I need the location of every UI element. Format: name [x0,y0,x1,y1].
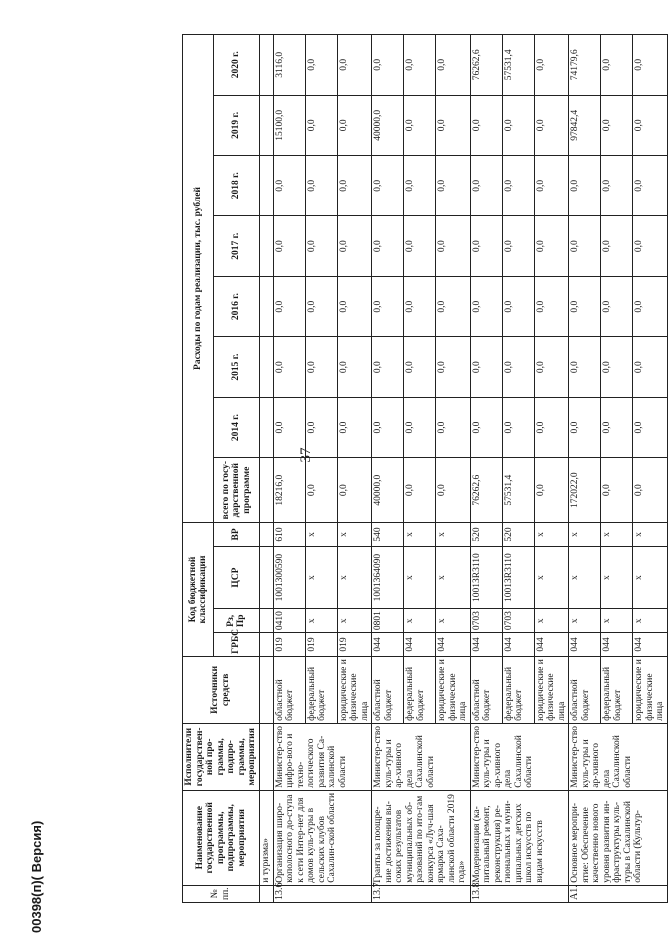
header-year-2018: 2018 г. [214,156,259,216]
funding-source: юридические и физические лица [633,656,668,723]
code-grbs: 044 [569,633,601,657]
funding-source: федеральный бюджет [404,656,436,723]
year-value: 0,0 [372,397,404,457]
header-grbs: ГРБС [214,633,259,657]
year-value: 0,0 [337,156,372,216]
year-value: 57531,4 [502,35,534,96]
header-year-2019: 2019 г. [214,95,259,155]
code-rzpr: х [436,609,471,633]
year-value: 0,0 [470,276,502,336]
year-value: 0,0 [633,337,668,397]
code-csr: х [404,546,436,609]
year-value: 0,0 [534,35,569,96]
measure-name: Основное меропри-ятие: Обеспечение качественно нового уровня развития ин-фраструктуры куль-туры в Сахалинской области (Культур- [569,790,668,885]
code-rzpr: 0703 [502,609,534,633]
measure-executor: Министер-ство куль-туры и ар-хивного дела Сахалинской области [372,723,471,790]
header-expenses: Расходы по годам реализации, тыс. рублей [183,35,214,523]
code-csr: 1001ЗR3110 [470,546,502,609]
year-value: 0,0 [534,156,569,216]
year-value: 0,0 [502,397,534,457]
funding-source: федеральный бюджет [601,656,633,723]
measure-executor: Министер-ство цифро-вого и техно-логического развития Са-халинской области [273,723,372,790]
funding-source: областной бюджет [273,656,305,723]
year-value: 0,0 [633,216,668,276]
year-value: 0,0 [534,216,569,276]
year-value: 0,0 [470,156,502,216]
budget-table [182,34,668,903]
code-vr: х [305,523,337,547]
header-year-2015: 2015 г. [214,337,259,397]
year-value: 0,0 [601,397,633,457]
year-value: 0,0 [633,35,668,96]
total-value: 0,0 [436,458,471,523]
year-value: 0,0 [569,276,601,336]
header-name: Наименование государственной программы, подпрограммы, мероприятия [183,790,260,885]
year-value: 0,0 [569,156,601,216]
code-grbs: 044 [436,633,471,657]
year-value: 0,0 [305,276,337,336]
funding-source: областной бюджет [470,656,502,723]
year-value: 0,0 [569,337,601,397]
table-row [372,35,404,903]
year-value: 15100,0 [273,95,305,155]
total-value: 0,0 [305,458,337,523]
header-csr: ЦСР [214,546,259,609]
code-rzpr: 0801 [372,609,404,633]
year-value: 0,0 [337,95,372,155]
code-rzpr: х [534,609,569,633]
year-value: 0,0 [502,156,534,216]
code-vr: 540 [372,523,404,547]
year-value: 0,0 [470,337,502,397]
code-grbs: 019 [337,633,372,657]
code-vr: х [337,523,372,547]
code-vr: х [534,523,569,547]
table-row [569,35,601,903]
total-value: 172022,0 [569,458,601,523]
table-row [470,35,502,903]
year-value: 0,0 [601,156,633,216]
row-number: 13.6 [273,885,372,902]
continuation-row [259,35,273,903]
year-value: 0,0 [404,216,436,276]
measure-executor: Министер-ство куль-туры и ар-хивного дела Сахалинской области [569,723,668,790]
code-grbs: 044 [601,633,633,657]
year-value: 0,0 [436,397,471,457]
code-vr: х [569,523,601,547]
year-value: 0,0 [601,216,633,276]
year-value: 0,0 [372,216,404,276]
year-value: 0,0 [404,156,436,216]
code-grbs: 044 [372,633,404,657]
measure-name: Организация широ-кополосного до-ступа к сети Интер-нет для домов куль-туры в сельских клубов Сахалин-ской области [273,790,372,885]
year-value: 0,0 [404,397,436,457]
year-value: 40000,0 [372,95,404,155]
year-value: 76262,6 [470,35,502,96]
year-value: 0,0 [569,397,601,457]
header-year-2014: 2014 г. [214,397,259,457]
code-grbs: 019 [305,633,337,657]
measure-executor: Министер-ство куль-туры и ар-хивного дела Сахалинской области [470,723,569,790]
funding-source: федеральный бюджет [305,656,337,723]
year-value: 0,0 [337,397,372,457]
year-value: 0,0 [305,397,337,457]
year-value: 0,0 [372,156,404,216]
year-value: 0,0 [273,397,305,457]
code-csr: х [569,546,601,609]
year-value: 0,0 [337,337,372,397]
code-grbs: 019 [273,633,305,657]
year-value: 0,0 [470,216,502,276]
measure-name: Модернизация (ка-питальный ремонт, реконструкция) ре-гиональных и муни-ципальных детских школ искусств по видам искусств [470,790,569,885]
total-value: 0,0 [404,458,436,523]
code-vr: х [601,523,633,547]
table-body-groups [273,35,667,903]
code-grbs: 044 [404,633,436,657]
year-value: 0,0 [601,35,633,96]
year-value: 0,0 [436,337,471,397]
total-value: 0,0 [337,458,372,523]
year-value: 0,0 [404,276,436,336]
year-value: 0,0 [273,216,305,276]
funding-source: федеральный бюджет [502,656,534,723]
year-value: 0,0 [502,216,534,276]
code-rzpr: х [569,609,601,633]
year-value: 0,0 [601,276,633,336]
page-number: 37 [298,447,314,463]
year-value: 0,0 [337,35,372,96]
measure-name: Гранты за поощре-ние достижения вы-соких результатов муниципальных об-разований по ито-гам конкурса «Луч-шая ярмарка Саха-линской области 2019 года» [372,790,471,885]
year-value: 0,0 [372,35,404,96]
year-value: 0,0 [337,276,372,336]
year-value: 0,0 [372,337,404,397]
code-vr: 610 [273,523,305,547]
year-value: 3116,0 [273,35,305,96]
code-grbs: 044 [534,633,569,657]
header-year-2020: 2020 г. [214,35,259,96]
year-value: 0,0 [436,95,471,155]
year-value: 0,0 [404,35,436,96]
code-csr: х [601,546,633,609]
code-vr: 520 [470,523,502,547]
year-value: 0,0 [436,276,471,336]
code-csr: 1001ЗR3110 [502,546,534,609]
funding-source: областной бюджет [569,656,601,723]
year-value: 0,0 [436,156,471,216]
header-year-2017: 2017 г. [214,216,259,276]
row-number: 13.8. [470,885,569,902]
year-value: 0,0 [633,397,668,457]
header-source: Источники средств [183,656,260,723]
total-value: 0,0 [633,458,668,523]
code-grbs: 044 [502,633,534,657]
funding-source: юридические и физические лица [436,656,471,723]
code-rzpr: х [337,609,372,633]
rotated-table-container [182,34,665,903]
code-vr: х [436,523,471,547]
footer-code: 00398(п)( Версия) [29,820,44,933]
header-no: № пп. [183,885,260,902]
header-row-1 [183,35,214,903]
code-csr: 1001364090 [372,546,404,609]
year-value: 74179,6 [569,35,601,96]
year-value: 0,0 [436,35,471,96]
year-value: 0,0 [633,156,668,216]
year-value: 0,0 [534,397,569,457]
code-vr: х [404,523,436,547]
year-value: 0,0 [404,337,436,397]
total-value: 57531,4 [502,458,534,523]
year-value: 0,0 [337,216,372,276]
year-value: 0,0 [470,95,502,155]
year-value: 0,0 [372,276,404,336]
year-value: 0,0 [633,95,668,155]
year-value: 0,0 [534,95,569,155]
year-value: 0,0 [569,216,601,276]
header-executor: Исполнители государствен-ной про-граммы, подпро-граммы, мероприятия [183,723,260,790]
code-grbs: 044 [633,633,668,657]
header-rzpr: Рз, Пр [214,609,259,633]
code-csr: х [305,546,337,609]
code-csr: х [534,546,569,609]
year-value: 0,0 [273,337,305,397]
year-value: 0,0 [601,337,633,397]
code-rzpr: х [633,609,668,633]
year-value: 0,0 [305,156,337,216]
funding-source: юридические и физические лица [337,656,372,723]
total-value: 76262,6 [470,458,502,523]
year-value: 0,0 [305,95,337,155]
code-rzpr: х [404,609,436,633]
header-budget-code: Код бюджетной классификации [183,523,214,657]
header-year-2016: 2016 г. [214,276,259,336]
year-value: 0,0 [273,156,305,216]
continuation-text: и туризма» [259,790,273,885]
year-value: 0,0 [502,337,534,397]
year-value: 0,0 [534,337,569,397]
year-value: 0,0 [633,276,668,336]
code-csr: 1001300590 [273,546,305,609]
code-csr: х [436,546,471,609]
funding-source: областной бюджет [372,656,404,723]
year-value: 0,0 [436,216,471,276]
total-value: 40000,0 [372,458,404,523]
total-value: 0,0 [534,458,569,523]
row-number: 13.7. [372,885,471,902]
year-value: 0,0 [502,276,534,336]
year-value: 0,0 [273,276,305,336]
year-value: 0,0 [601,95,633,155]
year-value: 0,0 [404,95,436,155]
code-rzpr: 0703 [470,609,502,633]
year-value: 0,0 [502,95,534,155]
code-rzpr: х [305,609,337,633]
code-csr: х [337,546,372,609]
year-value: 0,0 [534,276,569,336]
year-value: 0,0 [305,337,337,397]
header-vr: ВР [214,523,259,547]
code-grbs: 044 [470,633,502,657]
code-vr: 520 [502,523,534,547]
year-value: 0,0 [305,35,337,96]
year-value: 97842,4 [569,95,601,155]
year-value: 0,0 [470,397,502,457]
header-total: всего по госу-дарственной программе [214,458,259,523]
row-number: А1. [569,885,668,902]
total-value: 18216,0 [273,458,305,523]
code-rzpr: 0410 [273,609,305,633]
code-csr: х [633,546,668,609]
funding-source: юридические и физические лица [534,656,569,723]
code-rzpr: х [601,609,633,633]
year-value: 0,0 [305,216,337,276]
total-value: 0,0 [601,458,633,523]
table-row [273,35,305,903]
code-vr: х [633,523,668,547]
